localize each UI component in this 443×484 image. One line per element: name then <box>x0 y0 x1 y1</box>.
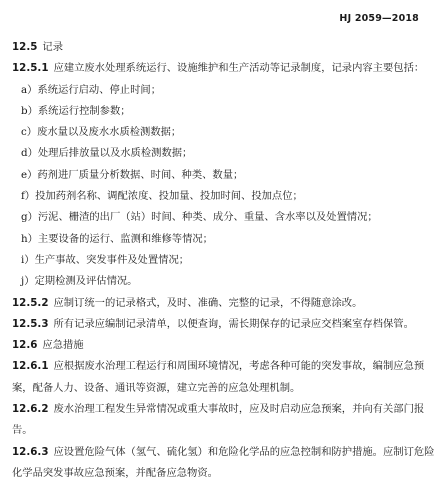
list-item-j: j）定期检测及评估情况。 <box>21 275 138 288</box>
list-item-b: b）系统运行控制参数； <box>21 104 131 117</box>
clause-12-6-1 <box>12 356 434 377</box>
clause-number: 12.5.3 <box>12 317 49 330</box>
section-number: 12.6 <box>12 339 38 352</box>
clause-text: 所有记录应编制记录清单，以便查询，需长期保存的记录应交档案室存档保管。 <box>53 317 414 330</box>
list-item-g: g）污泥、栅渣的出厂（站）时间、种类、成分、重量、含水率以及处置情况； <box>21 211 378 224</box>
section-heading-12-6 <box>12 335 434 356</box>
clause-number: 12.6.2 <box>12 403 49 416</box>
clause-12-5-3 <box>12 314 434 335</box>
clause-12-6-1-continued: 案，配备人力、设备、通讯等资源，建立完善的应急处理机制。 <box>12 381 301 394</box>
list-item-i: i）生产事故、突发事件及处置情况； <box>21 253 190 266</box>
clause-number: 12.6.1 <box>12 360 49 373</box>
list-item-a: a）系统运行启动、停止时间； <box>21 83 161 96</box>
list-item-h: h）主要设备的运行、监测和维修等情况； <box>21 232 213 245</box>
clause-number: 12.5.1 <box>12 62 49 75</box>
clause-12-6-3-continued: 化学品突发事故应急预案，并配备应急物资。 <box>12 466 218 479</box>
clause-text: 废水治理工程发生异常情况或重大事故时，应及时启动应急预案，并向有关部门报 <box>53 403 425 416</box>
clause-text: 应根据废水治理工程运行和周围环境情况，考虑各种可能的突发事故，编制应急预 <box>53 360 425 373</box>
clause-12-6-2 <box>12 399 434 420</box>
clause-12-6-3 <box>12 442 434 463</box>
document-body <box>12 37 434 484</box>
clause-12-5-1 <box>12 58 434 79</box>
standard-code: HJ 2059—2018 <box>339 13 419 24</box>
list-item-e: e）药剂进厂质量分析数据、时间、种类、数量； <box>21 168 244 181</box>
clause-12-5-2 <box>12 293 434 314</box>
list-item-f: f）投加药剂名称、调配浓度、投加量、投加时间、投加点位； <box>21 190 303 203</box>
list-item-d: d）处理后排放量以及水质检测数据； <box>21 147 193 160</box>
section-title: 应急措施 <box>42 339 84 352</box>
clause-12-6-2-continued: 告。 <box>12 424 33 437</box>
section-title: 记录 <box>42 41 63 53</box>
list-item-c: c）废水量以及废水水质检测数据； <box>21 126 182 139</box>
section-number: 12.5 <box>12 41 38 53</box>
clause-text: 应制订统一的记录格式，及时、准确、完整的记录，不得随意涂改。 <box>53 296 363 309</box>
clause-number: 12.5.2 <box>12 296 49 309</box>
clause-text: 应建立废水处理系统运行、设施维护和生产活动等记录制度，记录内容主要包括： <box>53 62 425 75</box>
clause-text: 应设置危险气体（氢气、硫化氢）和危险化学品的应急控制和防护措施。应制订危险 <box>53 445 434 458</box>
clause-number: 12.6.3 <box>12 445 49 458</box>
section-heading-12-5 <box>12 37 434 58</box>
